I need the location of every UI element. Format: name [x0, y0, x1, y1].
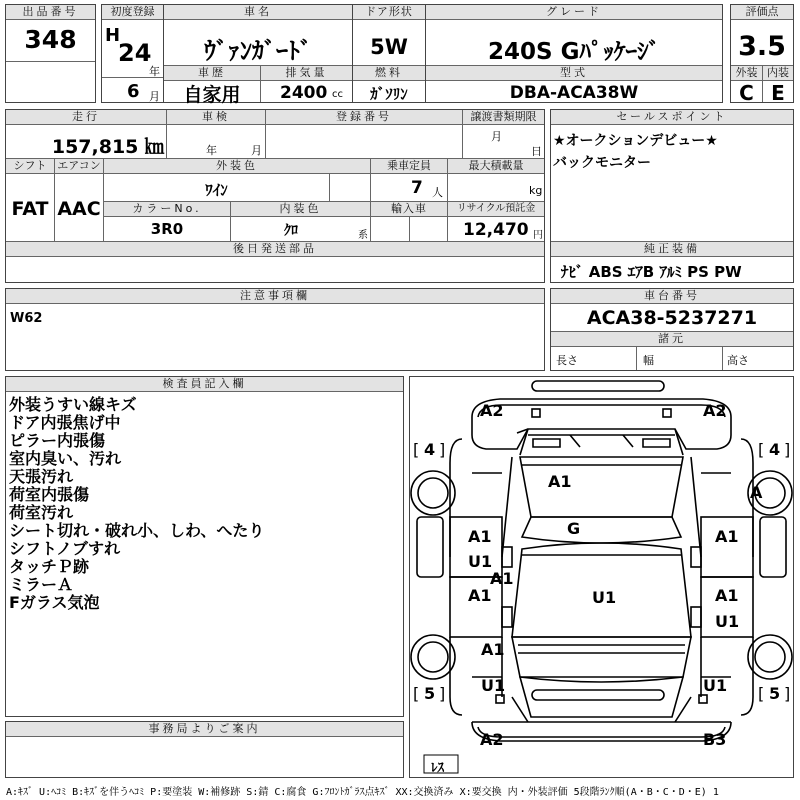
notes-label: 注意事項欄 [6, 289, 544, 304]
car-name: ｳﾞｧﾝｶﾞｰﾄﾞ [204, 37, 312, 65]
damage-right-front-door: A1 [715, 527, 739, 546]
first-registration-box [101, 4, 164, 103]
notes-box [5, 288, 545, 371]
damage-hood: A1 [548, 472, 572, 491]
inspector-note: Fガラス気泡 [9, 593, 100, 612]
tire-tread-rear-right: 5 [769, 684, 781, 703]
later-parts-label: 後日発送部品 [6, 242, 544, 257]
recycle-fee: 12,470 [463, 220, 529, 240]
score: 3.5 [738, 31, 786, 62]
registration-year: 24 [118, 39, 152, 67]
tire-rr-bracket-close: ] [784, 684, 791, 703]
ac-label: エアコン [55, 159, 103, 174]
tire-tread-front-right: 4 [769, 440, 781, 459]
shift-label: シフト [6, 159, 54, 174]
damage-left-front-door-a: A1 [468, 527, 492, 546]
specs-label: 諸元 [551, 332, 793, 347]
office-box [5, 721, 404, 778]
fuel-label: 燃料 [353, 66, 425, 81]
registration-number-label: 登録番号 [266, 110, 462, 125]
tire-fl-bracket-close: ] [439, 440, 446, 459]
color-number-label: カラーNo. [104, 202, 230, 217]
damage-front-bumper-left: A2 [480, 401, 504, 420]
inspector-note: 天張汚れ [9, 467, 74, 486]
fuel: ｶﾞｿﾘﾝ [370, 85, 408, 103]
interior-color-suffix: 系 [358, 230, 368, 241]
damage-rear-bumper-left: A2 [480, 730, 504, 749]
inspector-note: タッチＰ跡 [9, 557, 90, 576]
air-conditioner: AAC [57, 198, 101, 220]
damage-front-bumper-right: A2 [703, 401, 727, 420]
grade-box [425, 4, 723, 103]
transfer-deadline-label: 譲渡書類期限 [463, 110, 544, 125]
damage-right-rear-door-a: A1 [715, 586, 739, 605]
grade-label: グレード [426, 5, 722, 20]
lot-number: 348 [24, 25, 77, 54]
door-label: ドア形状 [353, 5, 425, 20]
capacity: 7 [411, 178, 423, 198]
spare-tire-label: ﾚｽ [431, 761, 444, 776]
length-label: 長さ [556, 354, 578, 367]
damage-left-pillar: A1 [490, 569, 514, 588]
tire-fr-bracket-close: ] [784, 440, 791, 459]
inspection-label: 車検 [167, 110, 265, 125]
inspector-notes-list [9, 396, 264, 612]
tire-rl-bracket-open: [ [413, 684, 420, 703]
damage-left-front-door-u: U1 [468, 552, 493, 571]
interior-grade: E [771, 81, 785, 105]
sales-point-line-1: ★オークションデビュー★ [553, 133, 718, 149]
tire-fr-bracket-open: [ [758, 440, 765, 459]
recycle-fee-unit: 円 [533, 230, 543, 241]
interior-color: ｸﾛ [284, 223, 298, 239]
sales-point-box [550, 109, 794, 283]
displacement-label: 排気量 [261, 66, 352, 81]
interior-grade-label: 内装 [763, 66, 793, 81]
chassis-box [550, 288, 794, 371]
model-label: 型式 [426, 66, 722, 81]
inspection-year-unit: 年 [206, 144, 217, 157]
displacement: 2400 [280, 83, 328, 103]
inspection-month-unit: 月 [251, 144, 262, 157]
damage-windshield: G [567, 519, 581, 538]
capacity-unit: 人 [432, 186, 443, 199]
car-diagram [409, 376, 794, 778]
inspector-label: 検査員記入欄 [6, 377, 403, 392]
year-unit: 年 [149, 65, 160, 78]
registration-month: 6 [127, 81, 140, 102]
score-label: 評価点 [731, 5, 793, 20]
interior-color-label: 内装色 [231, 202, 370, 217]
max-load-label: 最大積載量 [448, 159, 544, 174]
exterior-grade: C [739, 81, 754, 105]
damage-front-right-wheel: A [750, 483, 763, 502]
office-label: 事務局よりご案内 [6, 722, 403, 737]
damage-right-rear-lower: U1 [703, 676, 728, 695]
inspector-box [5, 376, 404, 717]
inspector-note: 荷室内張傷 [9, 485, 90, 504]
inspector-note: 外装うすい線キズ [9, 395, 137, 414]
transfer-day-unit: 日 [531, 145, 542, 158]
sales-point-line-2: バックモニター [553, 155, 651, 171]
damage-left-rear-door: A1 [468, 586, 492, 605]
vehicle-detail-box [5, 109, 545, 283]
month-unit: 月 [149, 90, 160, 103]
tire-tread-rear-left: 5 [424, 684, 436, 703]
history-label: 車歴 [164, 66, 260, 81]
equipment: ﾅﾋﾞ ABS ｴｱB ｱﾙﾐ PS PW [561, 263, 742, 281]
import-label: 輸入車 [371, 202, 447, 217]
capacity-label: 乗車定員 [371, 159, 447, 174]
mileage-label: 走行 [6, 110, 166, 125]
color-label: 外装色 [104, 159, 370, 174]
inspector-note: ドア内張焦げ中 [9, 413, 121, 432]
inspector-note: ミラーＡ [9, 575, 74, 594]
damage-rear-bumper-right: B3 [703, 730, 727, 749]
lot-number-label: 出品番号 [6, 5, 95, 20]
mileage: 157,815 ㎞ [51, 136, 164, 158]
tire-tread-front-left: 4 [424, 440, 436, 459]
car-name-box [163, 4, 353, 106]
displacement-unit: cc [332, 89, 343, 100]
tire-fl-bracket-open: [ [413, 440, 420, 459]
max-load-unit: kg [529, 184, 543, 197]
width-label: 幅 [643, 354, 654, 367]
color: ﾜｲﾝ [205, 181, 228, 199]
tire-rr-bracket-open: [ [758, 684, 765, 703]
grade: 240S Gﾊﾟｯｹｰｼﾞ [488, 39, 660, 65]
inspector-note: ピラー内張傷 [9, 431, 106, 450]
damage-roof: U1 [592, 588, 617, 607]
score-box [730, 4, 794, 103]
damage-right-rear-door-u: U1 [715, 612, 740, 631]
model: DBA-ACA38W [509, 83, 639, 103]
car-name-label: 車名 [164, 5, 352, 20]
history: 自家用 [183, 84, 241, 106]
first-registration-label: 初度登録 [102, 5, 163, 20]
equipment-label: 純正装備 [551, 242, 793, 257]
notes: W62 [10, 311, 43, 326]
transfer-month-unit: 月 [491, 130, 502, 143]
recycle-label: リサイクル預託金 [448, 202, 544, 217]
legend: A:ｷｽﾞ U:ﾍｺﾐ B:ｷｽﾞを伴うﾍｺﾐ P:要塗装 W:補修跡 S:錆 C:腐食 G:ﾌﾛﾝﾄｶﾞﾗｽ点ｷｽﾞ XX:交換済み X:要交換 内・外装評価 5段階ﾗﾝｸ順(A・B・C・D・E) 1 [6, 787, 719, 798]
shift: FAT [11, 198, 49, 220]
sales-point-label: セールスポイント [551, 110, 793, 125]
height-label: 高さ [727, 354, 749, 367]
chassis-number: ACA38-5237271 [586, 307, 758, 329]
tire-rl-bracket-close: ] [439, 684, 446, 703]
inspector-note: 室内臭い、汚れ [9, 449, 122, 468]
door-type: 5W [370, 35, 408, 59]
inspector-note: シート切れ・破れ小、しわ、へたり [9, 521, 265, 540]
color-number: 3R0 [150, 220, 184, 238]
era: H [105, 25, 121, 46]
inspector-note: 荷室汚れ [9, 503, 74, 522]
car-outline [410, 377, 793, 777]
exterior-grade-label: 外装 [731, 66, 762, 81]
damage-left-rear-quarter: A1 [481, 640, 505, 659]
inspector-note: シフトノブすれ [9, 539, 121, 558]
door-box [352, 4, 426, 103]
damage-left-rear-lower: U1 [481, 676, 506, 695]
lot-number-box [5, 4, 96, 103]
chassis-number-label: 車台番号 [551, 289, 793, 304]
